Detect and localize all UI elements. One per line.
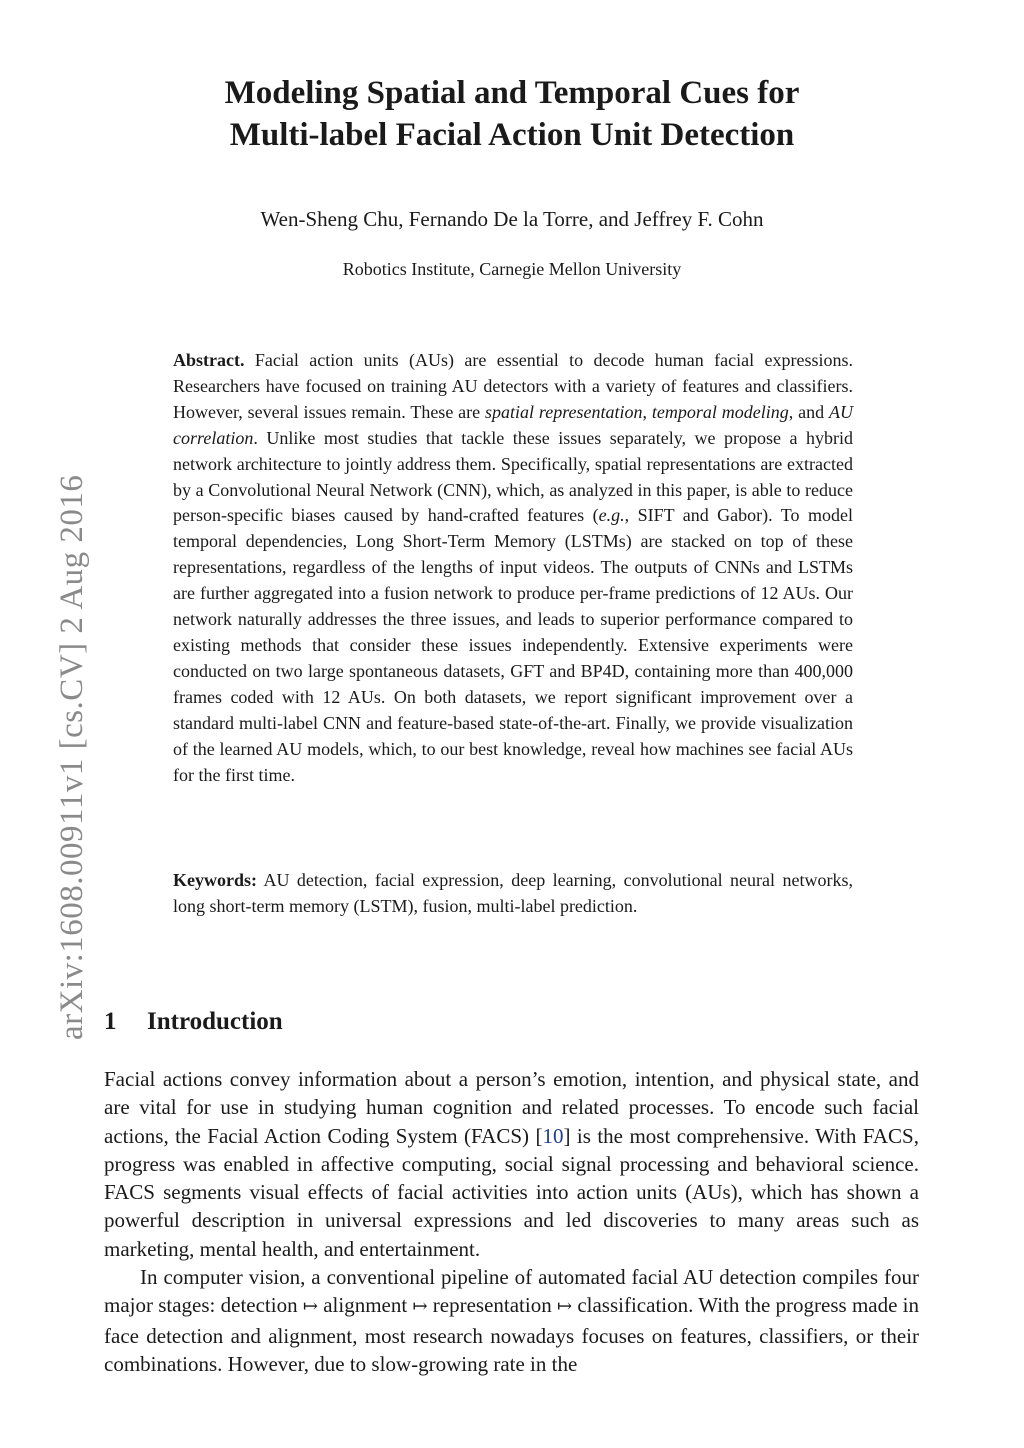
intro-p2-text-a: In computer vision, a conventional pipeline of automated facial AU detection compiles four major stages: detection [104, 1265, 919, 1318]
author-list: Wen-Sheng Chu, Fernando De la Torre, and Jeffrey F. Cohn [260, 207, 764, 231]
title-line-1: Modeling Spatial and Temporal Cues for [224, 75, 800, 111]
section-heading-introduction [104, 1005, 283, 1039]
keywords-label: Keywords: [173, 870, 257, 890]
intro-paragraph-1 [104, 1065, 919, 1263]
arxiv-identifier-stamp: arXiv:1608.00911v1 [cs.CV] 2 Aug 2016 [54, 474, 90, 1040]
abstract-em-correlation: AU correlation [173, 401, 853, 448]
abstract-em-eg: e.g. [598, 505, 625, 526]
maps-to-arrow-3: ↦ [556, 1296, 573, 1318]
affiliation: Robotics Institute, Carnegie Mellon University [342, 259, 682, 279]
intro-paragraph-2 [104, 1263, 919, 1378]
abstract-em-spatial: spatial representation [485, 401, 643, 422]
keywords-text: AU detection, facial expression, deep learning, convolutional neural networks, long short-term memory (LSTM), fusion, multi-label prediction. [173, 870, 853, 916]
abstract-text-1: Facial action units (AUs) are essential to decode human facial expressions. Researchers have focused on training AU detectors with a variety of features and classifiers. However, several issues remain. These are [173, 350, 854, 422]
abstract-em-temporal: temporal modeling [651, 401, 789, 422]
section-title: Introduction [147, 1008, 283, 1035]
intro-p1-text-a: Facial actions convey information about a person’s emotion, intention, and physical state, and are vital for use in studying human cognition and related processes. To encode such facial actions, the Facial Action Coding System (FACS) [ [104, 1067, 919, 1148]
citation-link-10[interactable]: 10 [542, 1123, 564, 1148]
intro-p1-text-b: ] is the most comprehensive. With FACS, progress was enabled in affective computing, social signal processing and behavioral science. FACS segments visual effects of facial activities into action units (AUs), which has shown a powerful description in universal expressions and led discoveries to many areas such as marketing, mental health, and entertainment. [104, 1123, 919, 1261]
paper-title [0, 72, 1024, 156]
abstract-text-3: , SIFT and Gabor). To model temporal dependencies, Long Short-Term Memory (LSTMs) are stacked on top of these representations, regardless of the lengths of input videos. The outputs of CNNs and LSTMs are further aggregated into a fusion network to produce per-frame predictions of 12 AUs. Our network naturally addresses the three issues, and leads to superior performance compared to existing methods that consider these issues independently. Extensive experiments were conducted on two large spontaneous datasets, GFT and BP4D, containing more than 400,000 frames coded with 12 AUs. On both datasets, we report significant improvement over a standard multi-label CNN and feature-based state-of-the-art. Finally, we provide visualization of the learned AU models, which, to our best knowledge, reveal how machines see facial AUs for the first time. [173, 505, 853, 785]
intro-p2-text-b: alignment [317, 1293, 413, 1318]
abstract-label: Abstract. [173, 350, 245, 370]
abstract [173, 348, 853, 788]
maps-to-arrow-2: ↦ [412, 1296, 428, 1318]
introduction-body [104, 1065, 919, 1378]
abstract-sep-1: , [642, 401, 652, 422]
title-line-2: Multi-label Facial Action Unit Detection [229, 117, 795, 153]
abstract-sep-2: , and [788, 401, 829, 422]
section-number: 1 [104, 1008, 117, 1035]
maps-to-arrow-1: ↦ [302, 1296, 318, 1318]
abstract-text-2: . Unlike most studies that tackle these issues separately, we propose a hybrid network architecture to jointly address them. Specifically, spatial representations are extracted by a Convolutional Neural Network (CNN), which, as analyzed in this paper, is able to reduce person-specific biases caused by hand-crafted features ( [173, 427, 853, 526]
intro-p2-text-c: representation [427, 1293, 557, 1318]
intro-p2-text-d: classification. With the progress made in face detection and alignment, most research nowadays focuses on features, classifiers, or their combinations. However, due to slow-growing rate in the [104, 1293, 920, 1376]
keywords [173, 867, 853, 919]
